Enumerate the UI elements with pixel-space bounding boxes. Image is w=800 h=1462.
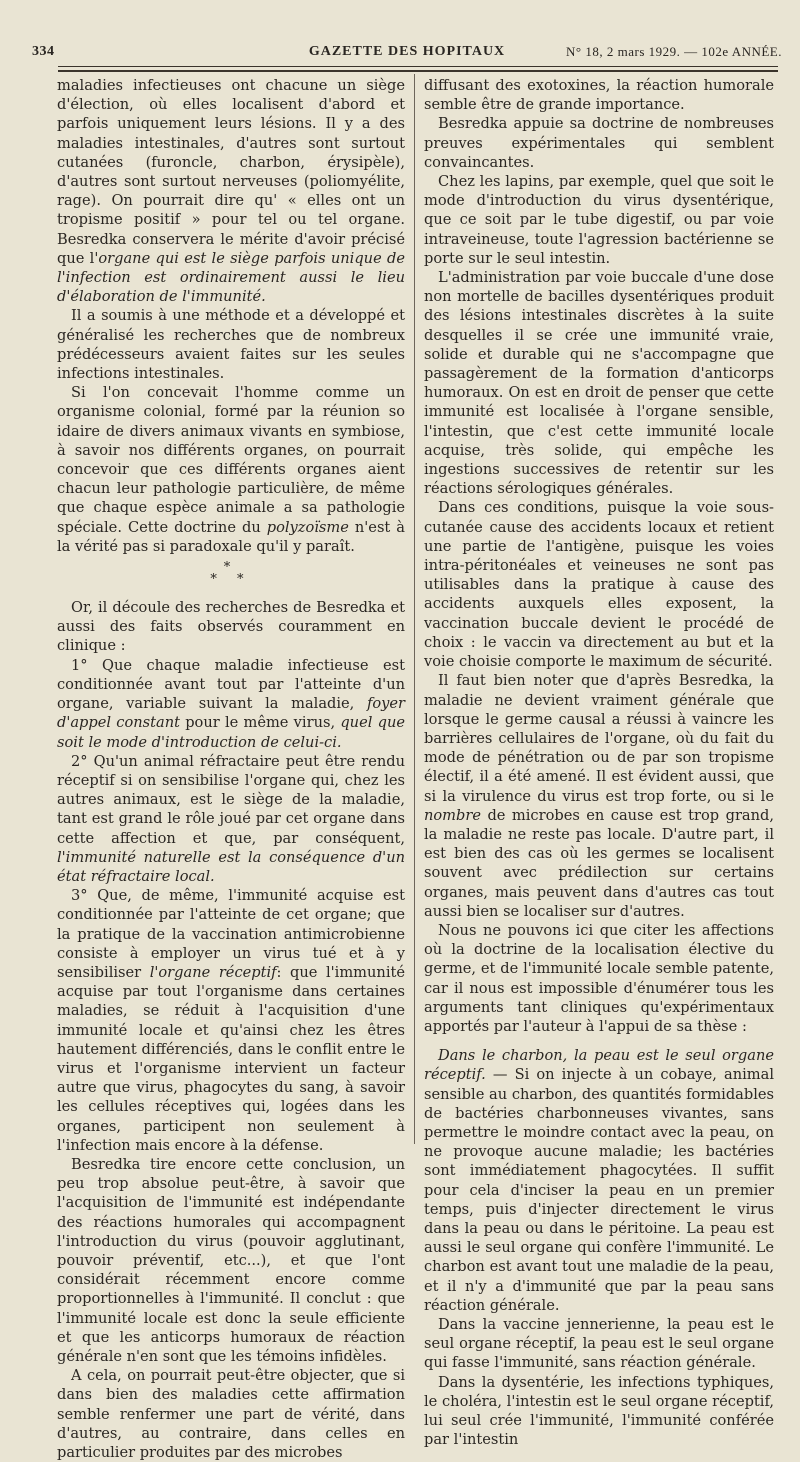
paragraph: Nous ne pouvons ici que citer les affections où la doctrine de la localisation élective du germe, et de l'immunité locale semble patente, car il nous est impossible d'énumérer tous les arguments tant cliniques qu'expérimentaux apportés par l'auteur à l'appui de sa thèse : [424,921,774,1035]
paragraph: maladies infectieuses ont chacune un siège d'élection, où elles localisent d'abord et parfois uniquement leurs lésions. Il y a des maladies intestinales, d'autres sont surtout cutanées (furoncle, charbon, érysipèle), d'autres sont surtout nerveuses (poliomyélite, rage). On pourrait dire qu' « elles ont un tropisme positif » pour tel ou tel organe. Besredka conservera le mérite d'avoir précisé que l'organe qui est le siège parfois unique de l'infection est ordinairement aussi le lieu d'élaboration de l'immunité. [57,77,405,306]
issue-date: N° 18, 2 mars 1929. — 102e ANNÉE. [566,44,782,59]
page-number: 334 [32,44,55,59]
section-asterism: * * * [210,560,252,588]
paragraph: Dans la dysentérie, les infections typhiques, le choléra, l'intestin est le seul organe réceptif, lui seul crée l'immunité, l'immunité conférée par l'intestin [424,1373,774,1449]
paragraph: Il faut bien noter que d'après Besredka, la maladie ne devient vraiment générale que lorsque le germe causal a réussi à vaincre les barrières cellulaires de l'organe, où du fait du mode de pénétration ou de par son tropisme électif, il a été amené. Il est évident aussi, que si la virulence du virus est trop forte, ou si le nombre de microbes en cause est trop grand, la maladie ne reste pas locale. D'autre part, il est bien des cas où les germes se localisent souvent avec prédilection sur certains organes, mais peuvent dans d'autres cas tout aussi bien se localiser sur d'autres. [424,672,774,920]
header-rule-thick [58,70,778,72]
paragraph: Besredka tire encore cette conclusion, un peu trop absolue peut-être, à savoir que l'acquisition de l'immunité est indépendante des réactions humorales qui accompagnent l'introduction du virus (pouvoir agglutinant, pouvoir préventif, etc...), et que l'ont considérait récemment encore comme proportionnelles à l'immunité. Il conclut : que l'immunité locale est donc la seule efficiente et que les anticorps humoraux de réaction générale n'en sont que les témoins infidèles. [57,1155,405,1365]
column-divider [414,74,415,1144]
header-rule-thin [58,66,778,67]
page-header [32,42,782,64]
paragraph: Dans ces conditions, puisque la voie sous-cutanée cause des accidents locaux et retient une partie de l'antigène, puisque les voies intra-péritonéales et veineuses ne sont pas utilisables dans la pratique à cause des accidents auxquels elles exposent, la vaccination buccale devient le procédé de choix : le vaccin va directement au but et la voie choisie comporte le maximum de sécurité. [424,499,774,671]
paragraph: diffusant des exotoxines, la réaction humorale semble être de grande importance. [424,77,774,114]
paragraph: Si l'on concevait l'homme comme un organisme colonial, formé par la réunion so idaire de divers animaux vivants en symbiose, à savoir nos différents organes, on pourrait concevoir que ces différents organes aient chacun leur pathologie particulière, de même que chaque espèce animale a sa pathologie spéciale. Cette doctrine du polyzoïsme n'est à la vérité pas si paradoxale qu'il y paraît. [57,384,405,555]
paragraph: L'administration par voie buccale d'une dose non mortelle de bacilles dysentériques produit des lésions intestinales discrètes à la suite desquelles il se crée une immunité vraie, solide et durable qui ne s'accompagne que passagèrement de la formation d'anticorps humoraux. On est en droit de penser que cette immunité est localisée à l'organe sensible, l'intestin, que c'est cette immunité locale acquise, très solide, qui empêche les ingestions successives de retentir sur les réactions sérologiques générales. [424,269,774,498]
journal-title: GAZETTE DES HOPITAUX [308,44,506,59]
right-column [424,76,774,1449]
paragraph: Il a soumis à une méthode et a développé et généralisé les recherches que de nombreux prédécesseurs avaient faites sur les seules infections intestinales. [57,307,405,383]
paragraph: Dans la vaccine jennerienne, la peau est le seul organe réceptif, la peau est le seul organe qui fasse l'immunité, sans réaction générale. [424,1316,774,1372]
paragraph-gap [424,1036,774,1046]
paragraph: Besredka appuie sa doctrine de nombreuses preuves expérimentales qui semblent convaincantes. [424,115,774,171]
left-column [57,76,405,1462]
paragraph: Chez les lapins, par exemple, quel que soit le mode d'introduction du virus dysentérique, que ce soit par le tube digestif, ou par voie intraveineuse, toute l'agression bactérienne se porte sur le seul intestin. [424,173,774,267]
paragraph: Or, il découle des recherches de Besredka et aussi des faits observés couramment en clinique : [57,599,405,655]
paragraph: Dans le charbon, la peau est le seul organe réceptif. — Si on injecte à un cobaye, animal sensible au charbon, des quantités formidables de bactéries charbonneuses vivantes, sans permettre le moindre contact avec la peau, on ne provoque aucune maladie; les bactéries sont immédiatement phagocytées. Il suffit pour cela d'inciser la peau en un premier temps, puis d'injecter directement le virus dans la peau ou dans le péritoine. La peau est aussi le seul organe qui confère l'immunité. Le charbon est avant tout une maladie de la peau, et il n'y a d'immunité que par la peau sans réaction générale. [424,1047,774,1314]
paragraph: 3° Que, de même, l'immunité acquise est conditionnée par l'atteinte de cet organe; que la pratique de la vaccination antimicrobienne consiste à employer un virus tué et à y sensibiliser l'organe réceptif: que l'immunité acquise par tout l'organisme dans certaines maladies, se réduit à l'acquisition d'une immunité locale et qu'ainsi chez les êtres hautement différenciés, dans le conflit entre le virus et l'organisme intervient un facteur autre que virus, phagocytes du sang, à savoir les cellules réceptives qui, logées dans les organes, participent non seulement à l'infection mais encore à la défense. [57,887,405,1154]
paragraph: 2° Qu'un animal réfractaire peut être rendu réceptif si on sensibilise l'organe qui, chez les autres animaux, est le siège de la maladie, tant est grand le rôle joué par cet organe dans cette affection et que, par conséquent, l'immunité naturelle est la conséquence d'un état réfractaire local. [57,752,405,885]
paragraph: A cela, on pourrait peut-être objecter, que si dans bien des maladies cette affirmation semble renfermer une part de vérité, dans d'autres, au contraire, dans celles en particulier produites par des microbes [57,1367,405,1462]
paragraph: 1° Que chaque maladie infectieuse est conditionnée avant tout par l'atteinte d'un organe, variable suivant la maladie, foyer d'appel constant pour le même virus, quel que soit le mode d'introduction de celui-ci. [57,656,406,751]
